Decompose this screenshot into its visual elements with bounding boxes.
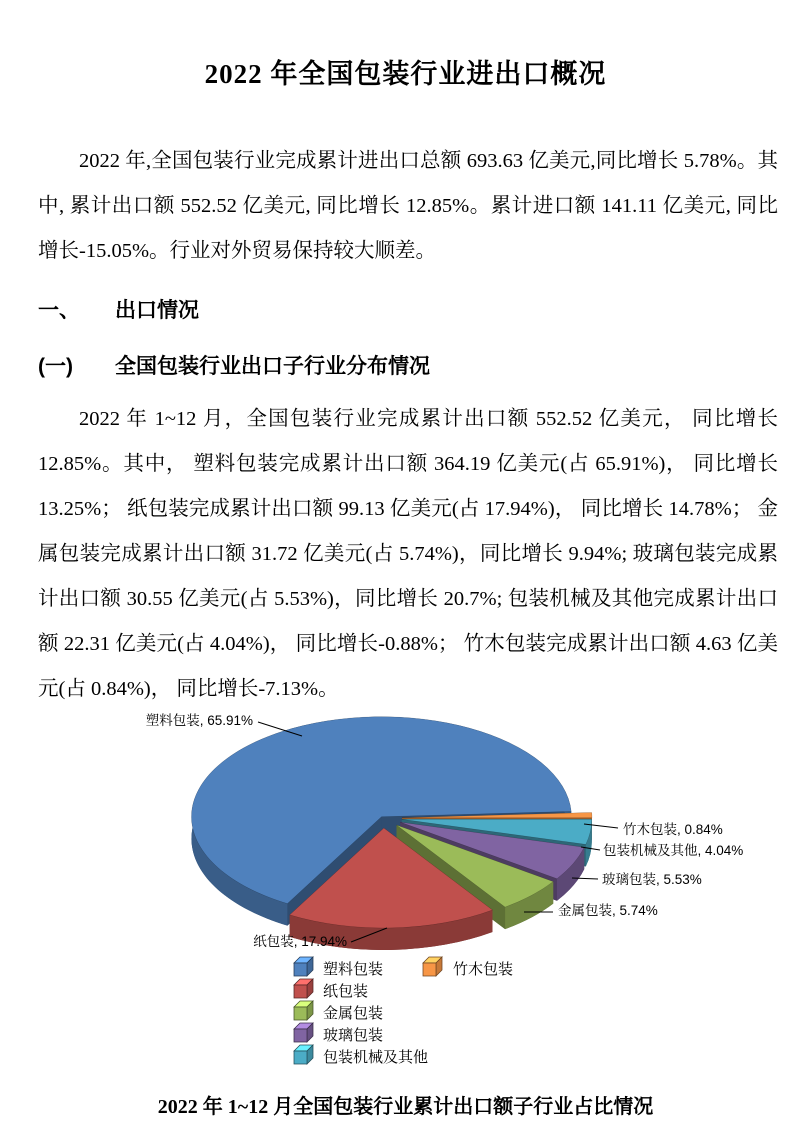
slice-label-金属包装: 金属包装, 5.74% <box>558 903 658 918</box>
slice-label-包装机械及其他: 包装机械及其他, 4.04% <box>603 843 744 858</box>
legend-swatch-竹木包装-front <box>423 963 436 976</box>
pie-chart <box>0 695 811 1090</box>
legend-label-竹木包装: 竹木包装 <box>453 961 514 978</box>
section-title: 出口情况 <box>115 299 199 322</box>
legend-label-金属包装: 金属包装 <box>323 1005 384 1022</box>
chart-caption: 2022 年 1~12 月全国包装行业累计出口额子行业占比情况 <box>157 1096 654 1118</box>
legend-swatch-金属包装-front <box>294 1007 307 1020</box>
subsection-heading-distribution <box>38 350 430 380</box>
section-heading-export <box>38 294 199 324</box>
section-number: 一、 <box>38 299 80 322</box>
paragraph-export-detail: 2022 年 1~12 月，全国包装行业完成累计出口额 552.52 亿美元， 同比增长 12.85%。其中， 塑料包装完成累计出口额 364.19 亿美元(占 65.91%)， 同比增长 13.25%； 纸包装完成累计出口额 99.13 亿美元(占 17.94%)， 同比增长 14.78%； 金属包装完成累计出口额 31.72 亿美元(占 5.74%)，同比增长 9.94%; 玻璃包装完成累计出口额 30.55 亿美元(占 5.53%)，同比增长 20.7%; 包装机械及其他完成累计出口额 22.31 亿美元(占 4.04%)， 同比增长-0.88%； 竹木包装完成累计出口额 4.63 亿美元(占 0.84%)， 同比增长-7.13%。 <box>38 408 778 700</box>
paragraph-overview: 2022 年,全国包装行业完成累计进出口总额 693.63 亿美元,同比增长 5.78%。其中, 累计出口额 552.52 亿美元, 同比增长 12.85%。累计进口额 141.11 亿美元, 同比增长-15.05%。行业对外贸易保持较大顺差。 <box>38 150 778 262</box>
pie-chart-svg <box>0 695 811 1090</box>
slice-label-竹木包装: 竹木包装, 0.84% <box>623 822 723 837</box>
slice-label-塑料包装: 塑料包装, 65.91% <box>145 713 253 728</box>
legend-label-包装机械及其他: 包装机械及其他 <box>323 1049 429 1066</box>
legend-label-玻璃包装: 玻璃包装 <box>323 1027 384 1044</box>
legend-swatch-塑料包装-front <box>294 963 307 976</box>
legend-label-塑料包装: 塑料包装 <box>323 961 384 978</box>
slice-label-玻璃包装: 玻璃包装, 5.53% <box>602 872 702 887</box>
legend-swatch-包装机械及其他-front <box>294 1051 307 1064</box>
subsection-number: (一) <box>38 355 73 378</box>
legend-label-纸包装: 纸包装 <box>323 983 369 1000</box>
legend-swatch-玻璃包装-front <box>294 1029 307 1042</box>
document-title: 2022 年全国包装行业进出口概况 <box>204 59 607 89</box>
subsection-title: 全国包装行业出口子行业分布情况 <box>115 355 430 378</box>
legend-swatch-纸包装-front <box>294 985 307 998</box>
slice-label-纸包装: 纸包装, 17.94% <box>253 934 347 949</box>
